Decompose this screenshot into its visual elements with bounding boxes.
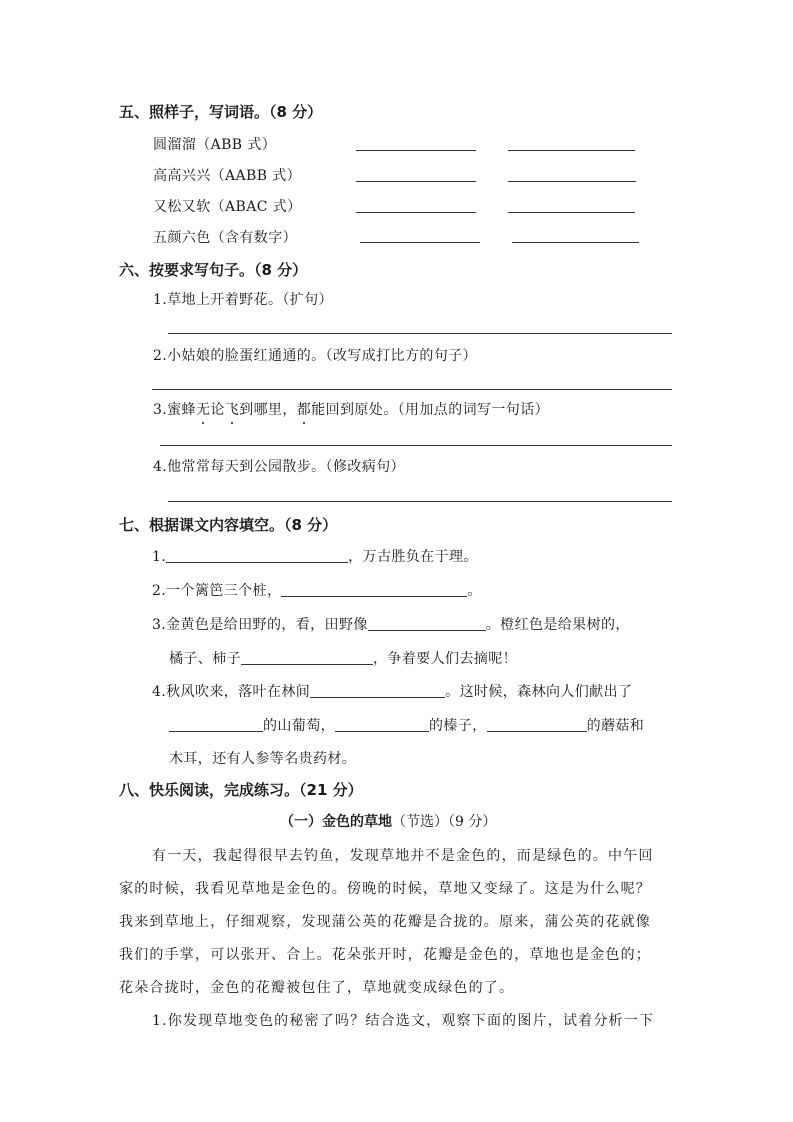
s6-answer-line-1[interactable] — [168, 333, 672, 334]
section-7-heading: 七、根据课文内容填空。（8 分） — [119, 516, 338, 534]
section-8-heading: 八、快乐阅读，完成练习。（21 分） — [119, 781, 363, 799]
s5-blank-2a[interactable] — [356, 181, 476, 182]
s5-item-1: 圆溜溜（ABB 式） — [153, 137, 277, 153]
s8-question-1: 1.你发现草地变色的秘密了吗？结合选文，观察下面的图片，试着分析一下 — [152, 1013, 655, 1029]
s7-question-1: 1. ，万古胜负在于理。 — [152, 549, 478, 565]
s7-blank-3a[interactable] — [368, 616, 486, 631]
s7-question-4-line-2: 的山葡萄， 的榛子， 的蘑菇和 — [169, 715, 644, 735]
s5-blank-1b[interactable] — [508, 150, 635, 151]
s5-blank-3a[interactable] — [356, 212, 476, 213]
s6-answer-line-4[interactable] — [168, 501, 672, 502]
dotted-char: 都 — [297, 399, 311, 419]
s6-question-2: 2.小姑娘的脸蛋红通通的。（改写成打比方的句子） — [153, 348, 477, 364]
s7-question-4-line-3: 木耳，还有人参等名贵药材。 — [169, 751, 357, 767]
s5-blank-4b[interactable] — [512, 242, 639, 243]
s6-answer-line-3[interactable] — [160, 445, 672, 446]
section-6-heading: 六、按要求写句子。（8 分） — [119, 261, 308, 279]
passage-line: 花朵合拢时，金色的花瓣被包住了，草地就变成绿色的了。 — [119, 980, 515, 996]
reading-passage-title: （一）金色的草地（节选）（9 分） — [280, 814, 497, 830]
s5-blank-3b[interactable] — [508, 212, 635, 213]
dotted-char: 飞 — [225, 399, 239, 419]
s6-question-4: 4.他常常每天到公园散步。（修改病句） — [153, 459, 405, 475]
s7-blank-4d[interactable] — [487, 717, 587, 732]
s7-blank-4c[interactable] — [335, 717, 429, 732]
s6-question-3: 3.蜜蜂无论飞到哪里，都能回到原处。（用加点的词写一句话） — [153, 399, 549, 419]
s7-blank-3b[interactable] — [241, 650, 373, 665]
s7-question-2: 2.一个篱笆三个桩， 。 — [152, 583, 482, 599]
passage-line: 我们的手掌，可以张开、合上。花朵张开时，花瓣是金色的，草地也是金色的； — [119, 947, 651, 963]
s7-question-3-line-2: 橘子、柿子 ，争着要人们去摘呢！ — [169, 651, 517, 667]
s7-blank-4a[interactable] — [310, 683, 445, 698]
passage-line: 我来到草地上，仔细观察，发现蒲公英的花瓣是合拢的。原来，蒲公英的花就像 — [119, 914, 651, 930]
s7-question-4-line-1: 4.秋风吹来，落叶在林间 。这时候，森林向人们献出了 — [152, 684, 633, 700]
dotted-char: 无 — [196, 399, 210, 419]
s7-blank-4b[interactable] — [169, 717, 263, 732]
s5-blank-1a[interactable] — [356, 150, 476, 151]
s5-item-3: 又松又软（ABAC 式） — [153, 199, 302, 215]
s5-item-4: 五颜六色（含有数字） — [153, 230, 297, 246]
section-5-heading: 五、照样子，写词语。（8 分） — [119, 103, 323, 121]
s7-blank-1[interactable] — [166, 548, 348, 563]
s7-question-3-line-1: 3.金黄色是给田野的，看，田野像 。橙红色是给果树的， — [152, 617, 630, 633]
passage-line: 有一天，我起得很早去钓鱼，发现草地并不是金色的，而是绿色的。中午回 — [152, 848, 654, 864]
passage-line: 家的时候，我看见草地是金色的。傍晚的时候，草地又变绿了。这是为什么呢？ — [119, 881, 651, 897]
s5-item-2: 高高兴兴（AABB 式） — [153, 168, 302, 184]
s5-blank-2b[interactable] — [508, 181, 636, 182]
s7-blank-2[interactable] — [281, 582, 467, 597]
s5-blank-4a[interactable] — [360, 242, 480, 243]
s6-question-1: 1.草地上开着野花。（扩句） — [153, 292, 333, 308]
s6-answer-line-2[interactable] — [152, 389, 672, 390]
